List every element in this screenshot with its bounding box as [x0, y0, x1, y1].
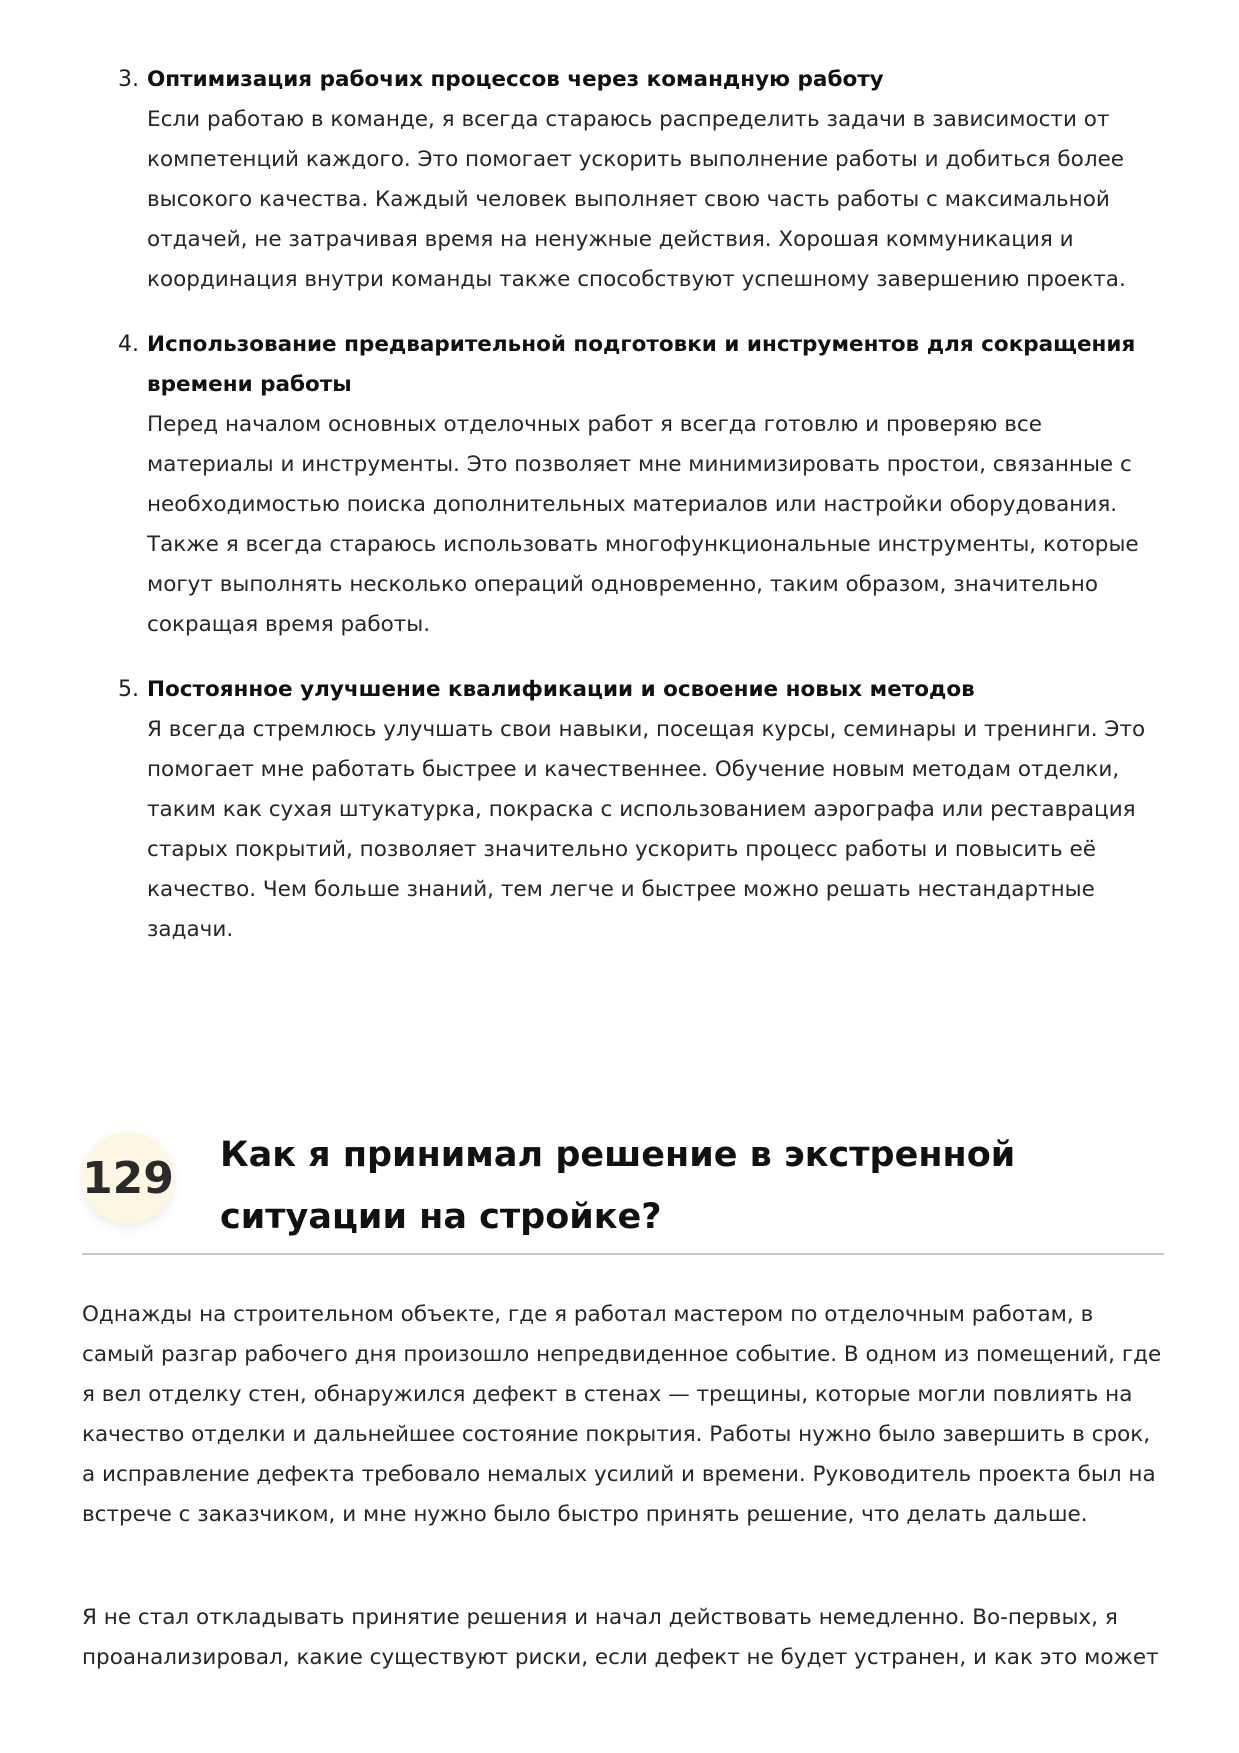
list-item	[118, 60, 1158, 300]
section-title: Как я принимал решение в экстренной ситуации на стройке?	[220, 1135, 1016, 1237]
list-item-title: Постоянное улучшение квалификации и освоение новых методов	[147, 677, 975, 702]
section-header	[82, 1130, 1164, 1262]
section-number-badge: 129	[82, 1132, 174, 1224]
list-item-title: Оптимизация рабочих процессов через командную работу	[147, 67, 884, 92]
list-item-number: 3.	[118, 67, 139, 92]
body-paragraph: Однажды на строительном объекте, где я работал мастером по отделочным работам, в самый разгар рабочего дня произошло непредвиденное событие. В одном из помещений, где я вел отделку стен, обнаружился дефект в стенах — трещины, которые могли повлиять на качество отделки и дальнейшее состояние покрытия. Работы нужно было завершить в срок, а исправление дефекта требовало немалых усилий и времени. Руководитель проекта был на встрече с заказчиком, и мне нужно было быстро принять решение, что делать дальше.	[82, 1302, 1162, 1527]
body-paragraph: Я не стал откладывать принятие решения и начал действовать немедленно. Во-первых, я проанализировал, какие существуют риски, если дефект не будет устранен, и как это может	[82, 1605, 1159, 1670]
list-item	[118, 670, 1158, 950]
numbered-list	[118, 60, 1158, 975]
list-item-body: Перед началом основных отделочных работ я всегда готовлю и проверяю все материалы и инструменты. Это позволяет мне минимизировать простои, связанные с необходимостью поиска дополнительных материалов или настройки оборудования. Также я всегда стараюсь использовать многофункциональные инструменты, которые могут выполнять несколько операций одновременно, таким образом, значительно сокращая время работы.	[147, 412, 1139, 637]
list-item-number: 4.	[118, 332, 139, 357]
list-item-title: Использование предварительной подготовки и инструментов для сокращения времени работы	[147, 332, 1136, 397]
list-item-number: 5.	[118, 677, 139, 702]
list-item-body: Я всегда стремлюсь улучшать свои навыки, посещая курсы, семинары и тренинги. Это помогает мне работать быстрее и качественнее. Обучение новым методам отделки, таким как сухая штукатурка, покраска с использованием аэрографа или реставрация старых покрытий, позволяет значительно ускорить процесс работы и повысить её качество. Чем больше знаний, тем легче и быстрее можно решать нестандартные задачи.	[147, 717, 1146, 942]
section-divider	[82, 1253, 1164, 1255]
list-item-body: Если работаю в команде, я всегда стараюсь распределить задачи в зависимости от компетенций каждого. Это помогает ускорить выполнение работы и добиться более высокого качества. Каждый человек выполняет свою часть работы с максимальной отдачей, не затрачивая время на ненужные действия. Хорошая коммуникация и координация внутри команды также способствуют успешному завершению проекта.	[147, 107, 1126, 292]
list-item	[118, 325, 1158, 645]
